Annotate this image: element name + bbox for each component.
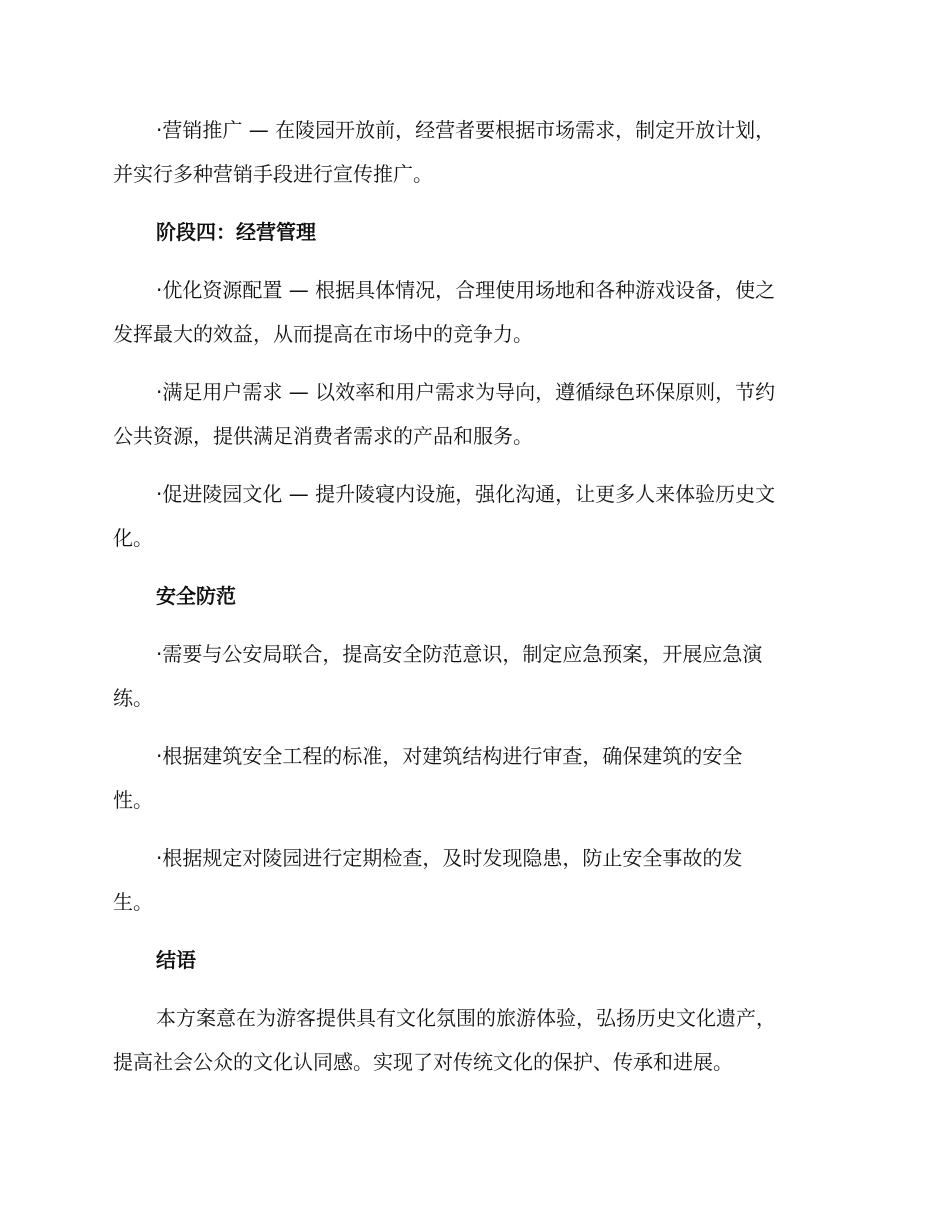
text-line: 公共资源，提供满足消费者需求的产品和服务。: [113, 424, 533, 448]
text-line: ·促进陵园文化 — 提升陵寝内设施，强化沟通，让更多人来体验历史文: [156, 482, 776, 506]
text-line: 并实行多种营销手段进行宣传推广。: [113, 162, 433, 186]
text-line: ·满足用户需求 — 以效率和用户需求为导向，遵循绿色环保原则，节约: [156, 380, 776, 404]
text-line: 练。: [113, 686, 153, 710]
document-page: [113, 108, 843, 1098]
text-line: ·根据规定对陵园进行定期检查，及时发现隐患，防止安全事故的发: [156, 846, 743, 870]
heading-safety: 安全防范: [156, 584, 236, 608]
paragraph-inspection: [113, 836, 843, 924]
text-line: ·根据建筑安全工程的标准，对建筑结构进行审查，确保建筑的安全: [156, 744, 743, 768]
text-line: 性。: [113, 788, 153, 812]
text-line: ·需要与公安局联合，提高安全防范意识，制定应急预案，开展应急演: [156, 642, 763, 666]
text-line: 化。: [113, 526, 153, 550]
paragraph-user-needs: [113, 370, 843, 458]
paragraph-culture: [113, 472, 843, 560]
text-line: 提高社会公众的文化认同感。实现了对传统文化的保护、传承和进展。: [113, 1050, 733, 1074]
paragraph-resource-allocation: [113, 268, 843, 356]
heading-conclusion: 结语: [156, 948, 196, 972]
paragraph-police-cooperation: [113, 632, 843, 720]
text-line: ·营销推广 — 在陵园开放前，经营者要根据市场需求，制定开放计划，: [156, 118, 776, 142]
text-line: 发挥最大的效益，从而提高在市场中的竞争力。: [113, 322, 533, 346]
text-line: ·优化资源配置 — 根据具体情况，合理使用场地和各种游戏设备，使之: [156, 278, 776, 302]
text-line: 生。: [113, 890, 153, 914]
paragraph-building-review: [113, 734, 843, 822]
text-line: 本方案意在为游客提供具有文化氛围的旅游体验，弘扬历史文化遗产，: [156, 1006, 776, 1030]
paragraph-marketing: [113, 108, 843, 196]
heading-stage-four: 阶段四：经营管理: [156, 220, 316, 244]
paragraph-conclusion: [113, 996, 843, 1084]
